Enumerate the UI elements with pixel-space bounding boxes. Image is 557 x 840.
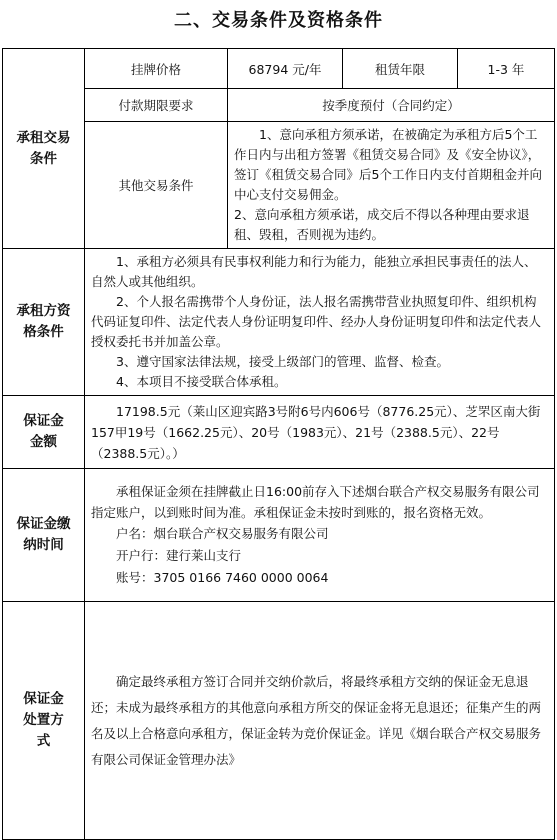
deposit-amount-content — [85, 396, 555, 469]
listing-price-label: 挂牌价格 — [85, 49, 228, 89]
qualification-item: 3、遵守国家法律法规，接受上级部门的管理、监督、检查。 — [116, 354, 449, 369]
deposit-disposal-text: 确定最终承租方签订合同并交纳价款后，将最终承租方交纳的保证金无息退还；未成为最终承租方的其他意向承租方所交的保证金将无息退还；征集产生的两名及以上合格意向承租方，保证金转为竞价保证金。详见《烟台联合产权交易服务有限公司保证金管理办法》 — [91, 673, 542, 767]
payment-label: 付款期限要求 — [85, 89, 228, 122]
deposit-time-header: 保证金缴纳时间 — [3, 469, 85, 602]
deposit-amount-header: 保证金金额 — [3, 396, 85, 469]
account-name: 户名：烟台联合产权交易服务有限公司 — [116, 526, 329, 541]
qualification-content — [85, 249, 555, 396]
qualification-header: 承租方资格条件 — [3, 249, 85, 396]
lease-term-label: 租赁年限 — [343, 49, 458, 89]
payment-value: 按季度预付（合同约定） — [228, 89, 555, 122]
qualification-item: 4、本项目不接受联合体承租。 — [116, 374, 287, 389]
deposit-disposal-content — [85, 602, 555, 840]
listing-price-value: 68794 元/年 — [228, 49, 343, 89]
deposit-amount-text: 17198.5元（莱山区迎宾路3号附6号内606号（8776.25元）、芝罘区南大街157甲19号（1662.25元）、20号（1983元）、21号（2388.5元）、22号（2388.5元）。） — [91, 403, 541, 461]
other-terms-content — [228, 122, 555, 249]
bank-name: 开户行：建行莱山支行 — [116, 548, 242, 563]
deposit-time-content — [85, 469, 555, 602]
rental-terms-header: 承租交易条件 — [3, 49, 85, 249]
other-term-item: 2、意向承租方须承诺，成交后不得以各种理由要求退租、毁租，否则视为违约。 — [234, 207, 530, 242]
qualification-item: 2、个人报名需携带个人身份证，法人报名需携带营业执照复印件、组织机构代码证复印件、法定代表人身份证明复印件、经办人身份证明复印件和法定代表人授权委托书并加盖公章。 — [91, 294, 542, 349]
other-term-item: 1、意向承租方须承诺，在被确定为承租方后5个工作日内与出租方签署《租赁交易合同》及《安全协议》，签订《租赁交易合同》后5个工作日内支付首期租金并向中心支付交易佣金。 — [234, 127, 542, 202]
section-title: 二、交易条件及资格条件 — [174, 10, 383, 31]
account-number: 账号：3705 0166 7460 0000 0064 — [116, 570, 329, 585]
qualification-item: 1、承租方必须具有民事权利能力和行为能力，能独立承担民事责任的法人、自然人或其他组织。 — [91, 254, 537, 289]
lease-term-value: 1-3 年 — [458, 49, 555, 89]
deposit-disposal-header: 保证金处置方式 — [3, 602, 85, 840]
conditions-table — [2, 48, 555, 840]
other-terms-label: 其他交易条件 — [85, 122, 228, 249]
deposit-time-text: 承租保证金须在挂牌截止日16:00前存入下述烟台联合产权交易服务有限公司指定账户，以到账时间为准。承租保证金未按时到账的，报名资格无效。 — [91, 484, 540, 520]
